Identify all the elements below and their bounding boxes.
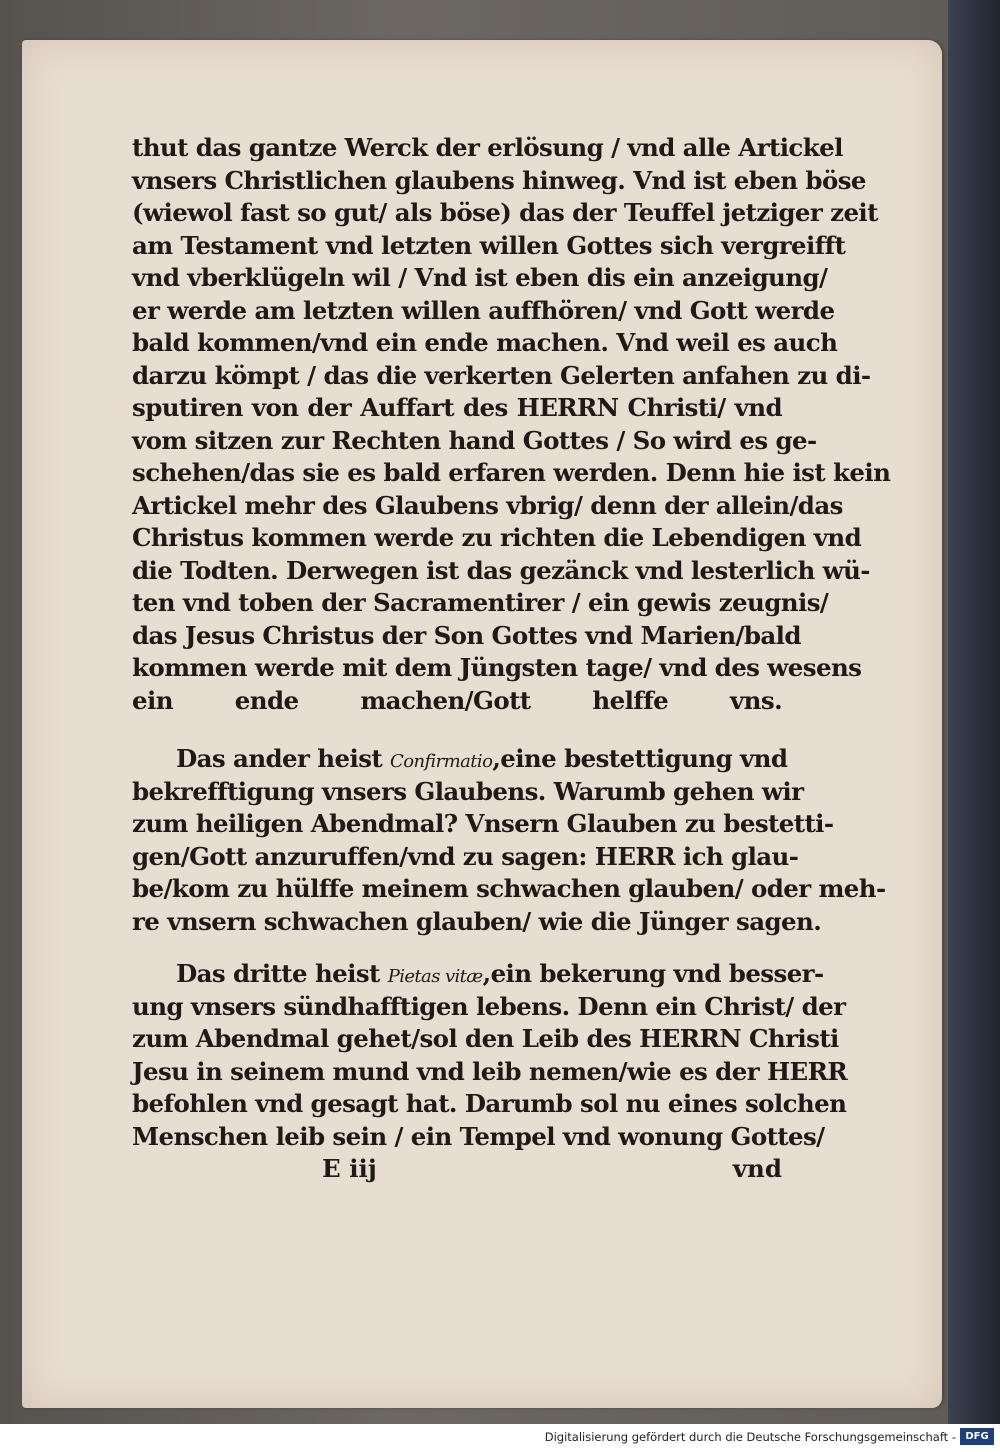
- text-line: darzu kömpt / das die verkerten Gelerten anfahen zu di-: [132, 360, 871, 390]
- text-line: (wiewol fast so gut/ als böse) das der Teuffel jetziger zeit: [132, 198, 878, 227]
- text-line: bald kommen/vnd ein ende machen. Vnd weil es auch: [132, 328, 838, 357]
- text-line: Christus kommen werde zu richten die Lebendigen vnd: [132, 523, 862, 552]
- text-line: thut das gantze Werck der erlösung / vnd alle Artickel: [132, 133, 843, 162]
- paragraph-gap: [132, 717, 782, 743]
- paragraph-gap: [132, 938, 782, 958]
- text-line: am Testament vnd letzten willen Gottes sich vergreifft: [132, 230, 846, 260]
- text-line: sputiren von der Auffart des HERRN Christi/ vnd: [132, 393, 782, 422]
- text-line: das Jesus Christus der Son Gottes vnd Marien/bald: [132, 620, 801, 650]
- text-line: vnsers Christlichen glaubens hinweg. Vnd ist eben böse: [132, 165, 866, 195]
- text-line: zum Abendmal gehet/sol den Leib des HERRN Christi: [132, 1024, 839, 1053]
- book-cover-edge: [948, 0, 1000, 1424]
- page-text: [132, 132, 891, 1185]
- text-line: be/kom zu hülffe meinem schwachen glauben/ oder meh-: [132, 874, 886, 903]
- latin-term-confirmatio: Confirmatio: [390, 751, 493, 772]
- signature-mark: E iij: [322, 1154, 377, 1183]
- text-line: vnd vberklügeln wil / Vnd ist eben dis ein anzeigung/: [132, 263, 828, 292]
- page-footer-line: [132, 1153, 782, 1185]
- text-line: ung vnsers sündhafftigen lebens. Denn ein Christ/ der: [132, 991, 846, 1021]
- paragraph-2: [132, 743, 886, 938]
- text-line: die Todten. Derwegen ist das gezänck vnd lesterlich wü-: [132, 555, 870, 585]
- text-line: bekrefftigung vnsers Glaubens. Warumb gehen wir: [132, 776, 804, 806]
- text-line: ein ende machen/Gott helffe vns.: [132, 685, 782, 715]
- book-page: [22, 40, 942, 1408]
- text-line: re vnsern schwachen glauben/ wie die Jünger sagen.: [132, 906, 822, 936]
- text-line: Artickel mehr des Glaubens vbrig/ denn der allein/das: [132, 490, 843, 520]
- text-line: Jesu in seinem mund vnd leib nemen/wie es der HERR: [132, 1056, 848, 1086]
- paragraph-3-first-line: Das dritte heist Pietas vitæ,ein bekerung vnd besser-: [176, 959, 824, 988]
- digitization-credit: Digitalisierung gefördert durch die Deutsche Forschungsgemeinschaft -: [544, 1430, 956, 1444]
- text-line: vom sitzen zur Rechten hand Gottes / So wird es ge-: [132, 425, 817, 455]
- paragraph-3: [132, 958, 848, 1153]
- paragraph-1: [132, 132, 891, 717]
- text-line: gen/Gott anzuruffen/vnd zu sagen: HERR ich glau-: [132, 841, 799, 871]
- dfg-logo: DFG: [960, 1428, 994, 1445]
- text-line: kommen werde mit dem Jüngsten tage/ vnd des wesens: [132, 653, 862, 682]
- text-line: er werde am letzten willen auffhören/ vnd Gott werde: [132, 295, 835, 325]
- text-line: Menschen leib sein / ein Tempel vnd wonung Gottes/: [132, 1121, 825, 1151]
- text-line: schehen/das sie es bald erfaren werden. Denn hie ist kein: [132, 458, 891, 487]
- text-line: ten vnd toben der Sacramentirer / ein gewis zeugnis/: [132, 588, 829, 617]
- paragraph-2-first-line: Das ander heist Confirmatio,eine bestettigung vnd: [176, 744, 788, 773]
- text-line: befohlen vnd gesagt hat. Darumb sol nu eines solchen: [132, 1089, 847, 1118]
- catchword: vnd: [732, 1154, 782, 1183]
- latin-term-pietas-vitae: Pietas vitæ: [387, 966, 483, 987]
- text-line: zum heiligen Abendmal? Vnsern Glauben zu bestetti-: [132, 809, 834, 838]
